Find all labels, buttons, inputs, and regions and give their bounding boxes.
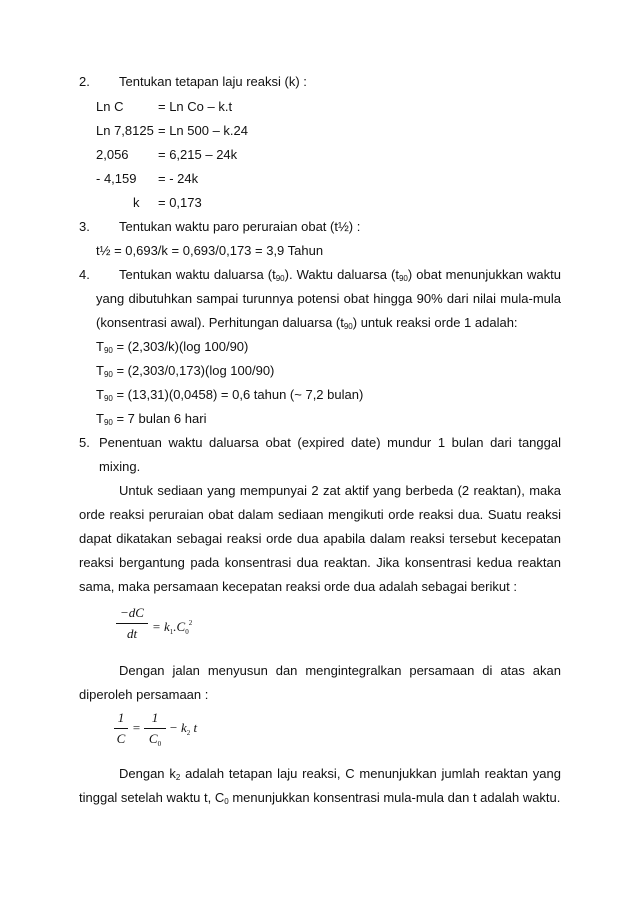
eq1-denominator: dt xyxy=(126,626,138,641)
t90-calculation: $T_{90} = (2,303/0,173)(\log$ 100/90) xyxy=(96,363,275,379)
eq-row-right: = 6,215 – 24k xyxy=(158,147,238,162)
paragraph-line: dapat dikatakan sebagai reaksi orde dua apabila dalam reaksi tersebut kecepatan xyxy=(79,531,561,546)
fraction-bar xyxy=(144,728,166,729)
eq-row-left: Ln 7,8125 xyxy=(96,123,154,138)
fraction-bar xyxy=(114,728,128,729)
eq-row-right: = Ln 500 – k.24 xyxy=(158,123,248,138)
eq2-denominator: C xyxy=(116,731,126,746)
item3-heading: Tentukan waktu paro peruraian obat (t½) : xyxy=(119,219,361,234)
eq-row-right: = 0,173 xyxy=(158,195,202,210)
paragraph-line: Untuk sediaan yang mempunyai 2 zat aktif yang berbeda (2 reaktan), maka xyxy=(119,483,561,498)
eq-row-left: 2,056 xyxy=(96,147,129,162)
item4-heading: Tentukan waktu daluarsa $(t_{90})$. Waktu daluarsa $(t_{90})$ obat menunjukkan waktu xyxy=(119,267,561,283)
eq-row-right: = - 24k xyxy=(158,171,199,186)
paragraph-line: reaksi bergantung pada konsentrasi dua reaktan. Jika konsentrasi kedua reaktan xyxy=(79,555,561,570)
eq2-equals: = xyxy=(132,720,141,735)
eq-row-left: Ln C xyxy=(96,99,124,114)
t90-calculation: $T_{90} = 7$ bulan 6 hari xyxy=(96,411,207,427)
eq-row-left: k xyxy=(133,195,140,210)
paragraph-line: diperoleh persamaan : xyxy=(79,687,209,702)
item2-heading: Tentukan tetapan laju reaksi (k) : xyxy=(119,74,307,89)
eq2-numerator: 1 xyxy=(151,710,159,725)
eq2-rest: − $k_2$ t xyxy=(169,720,198,737)
paragraph-line: sama, maka persamaan kecepatan reaksi orde dua adalah sebagai berikut : xyxy=(79,579,517,594)
item5-line: mixing. xyxy=(99,459,141,474)
half-life-calculation: t½ = 0,693/k = 0,693/0,173 = 3,9 Tahun xyxy=(96,243,324,258)
item5-line: Penentuan waktu daluarsa obat (expired date) mundur 1 bulan dari tanggal xyxy=(99,435,561,450)
fraction-bar xyxy=(116,623,148,624)
paragraph-line: Dengan $k_2$ adalah tetapan laju reaksi, C menunjukkan jumlah reaktan yang xyxy=(119,766,561,782)
item5-number: 5. xyxy=(79,435,90,450)
eq-row-right: = Ln Co – k.t xyxy=(158,99,233,114)
t90-calculation: $T_{90} = (2,303/k)(\log$ 100/90) xyxy=(96,339,249,355)
item2-number: 2. xyxy=(79,74,90,89)
item3-number: 3. xyxy=(79,219,90,234)
eq2-denominator: $C_0$ xyxy=(148,731,162,748)
eq2-numerator: 1 xyxy=(117,710,125,725)
item4-line: (konsentrasi awal). Perhitungan daluarsa $(t_{90})$ untuk reaksi orde 1 adalah: xyxy=(96,315,518,331)
item4-line: yang dibutuhkan sampai turunnya potensi obat hingga 90% dari nilai mula-mula xyxy=(96,291,561,306)
paragraph-line: tinggal setelah waktu t, $C_0$ menunjukkan konsentrasi mula-mula dan t adalah waktu. xyxy=(79,790,561,806)
t90-calculation: $T_{90} = (13,31)(0,0458) = 0,6$ tahun (~ 7,2 bulan) xyxy=(96,387,364,403)
paragraph-line: Dengan jalan menyusun dan mengintegralkan persamaan di atas akan xyxy=(119,663,561,678)
eq1-rhs: = $k_1.C_0^2$ xyxy=(152,619,193,636)
paragraph-line: orde reaksi peruraian obat dalam sediaan mengikuti orde reaksi dua. Suatu reaksi xyxy=(79,507,561,522)
eq-row-left: - 4,159 xyxy=(96,171,137,186)
eq1-numerator: −dC xyxy=(120,605,144,620)
item4-number: 4. xyxy=(79,267,90,282)
